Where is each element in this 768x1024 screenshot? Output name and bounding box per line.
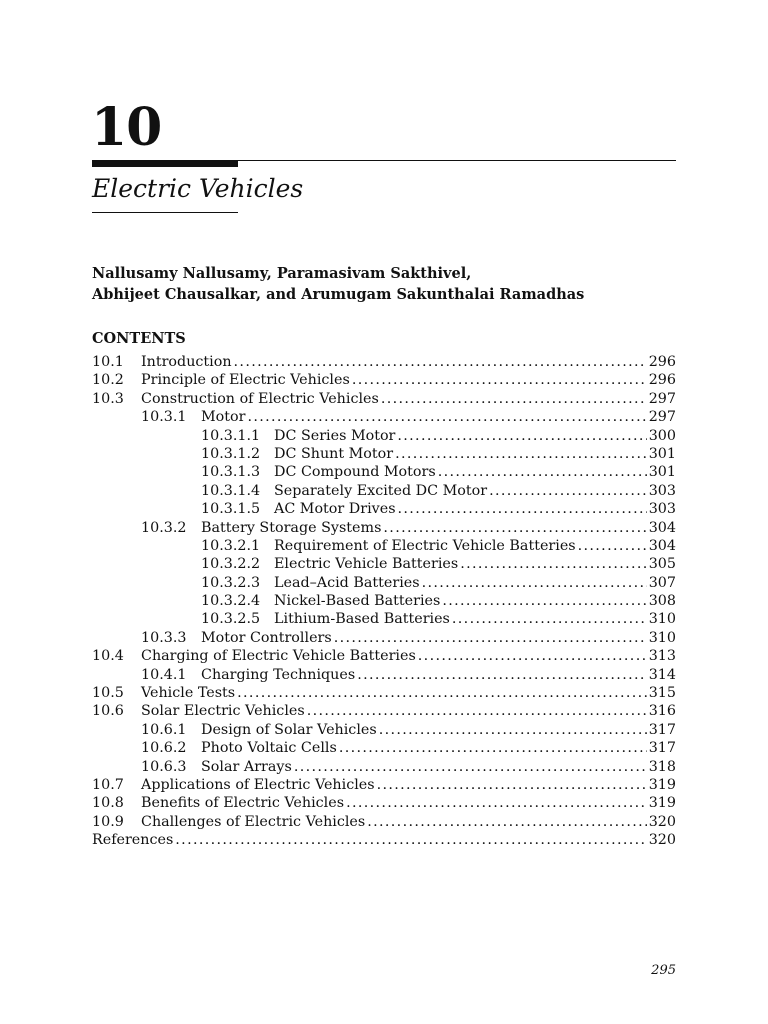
- header-rule-thick: [92, 160, 238, 167]
- toc-entry-number: 10.8: [92, 795, 124, 812]
- toc-entry-title: Solar Electric Vehicles: [141, 703, 305, 720]
- dot-leader: [418, 647, 647, 665]
- dot-leader: [422, 574, 647, 592]
- dot-leader: [377, 776, 647, 794]
- toc-entry-body: [141, 353, 676, 371]
- dot-leader: [395, 445, 647, 463]
- toc-entry-number: 10.7: [92, 776, 124, 793]
- toc-entry-title: Challenges of Electric Vehicles: [141, 813, 366, 830]
- dot-leader: [294, 758, 647, 776]
- toc-entry-body: [201, 519, 676, 537]
- toc-entry-title: Motor Controllers: [201, 629, 332, 646]
- toc-entry-title: Motor: [201, 409, 246, 426]
- dot-leader: [578, 537, 647, 555]
- toc-entry[interactable]: [92, 592, 676, 610]
- toc-entry-title: Battery Storage Systems: [201, 519, 382, 536]
- toc-entry-number: 10.6.3: [141, 758, 187, 775]
- toc-entry-body: [274, 427, 676, 445]
- toc-entry-page: 315: [648, 685, 676, 702]
- toc-entry[interactable]: [92, 537, 676, 555]
- toc-entry-body: [274, 500, 676, 518]
- toc-entry-page: 316: [648, 703, 676, 720]
- dot-leader: [346, 794, 647, 812]
- toc-entry-title: Requirement of Electric Vehicle Batteries: [274, 537, 576, 554]
- chapter-title: Electric Vehicles: [92, 174, 304, 203]
- toc-entry-number: 10.3.2.2: [201, 556, 261, 573]
- toc-entry-number: 10.3.1.1: [201, 427, 261, 444]
- toc-entry-number: 10.3.2.4: [201, 593, 261, 610]
- toc-entry[interactable]: [92, 610, 676, 628]
- dot-leader: [398, 500, 647, 518]
- toc-entry-page: 314: [648, 666, 676, 683]
- dot-leader: [381, 390, 647, 408]
- toc-entry-title: DC Series Motor: [274, 427, 396, 444]
- dot-leader: [452, 610, 647, 628]
- toc-entry-number: 10.4.1: [141, 666, 187, 683]
- dot-leader: [339, 739, 647, 757]
- toc-entry-page: 305: [648, 556, 676, 573]
- toc-entry-page: 310: [648, 629, 676, 646]
- dot-leader: [237, 684, 647, 702]
- toc-entry-body: [274, 445, 676, 463]
- toc-entry-number: 10.3.3: [141, 629, 187, 646]
- toc-entry-title: Lithium-Based Batteries: [274, 611, 450, 628]
- toc-entry-body: [274, 610, 676, 628]
- toc-entry-number: 10.9: [92, 813, 124, 830]
- toc-entry[interactable]: [92, 776, 676, 794]
- author-line: Abhijeet Chausalkar, and Arumugam Sakunthalai Ramadhas: [92, 286, 585, 303]
- toc-entry-title: Design of Solar Vehicles: [201, 721, 377, 738]
- dot-leader: [357, 666, 647, 684]
- toc-entry-body: [141, 371, 676, 389]
- toc-entry-number: 10.5: [92, 685, 124, 702]
- toc-entry-body: [201, 758, 676, 776]
- table-of-contents: [92, 353, 676, 850]
- toc-entry-title: Principle of Electric Vehicles: [141, 372, 350, 389]
- dot-leader: [383, 519, 646, 537]
- toc-entry-title: Lead–Acid Batteries: [274, 574, 420, 591]
- toc-entry-title: Benefits of Electric Vehicles: [141, 795, 345, 812]
- dot-leader: [438, 463, 647, 481]
- toc-entry-number: 10.3: [92, 390, 124, 407]
- toc-entry-title: References: [92, 832, 174, 849]
- toc-entry-page: 317: [648, 740, 676, 757]
- toc-entry[interactable]: [92, 666, 676, 684]
- toc-entry-body: [141, 813, 676, 831]
- toc-entry-title: Photo Voltaic Cells: [201, 740, 337, 757]
- toc-entry[interactable]: [92, 371, 676, 389]
- toc-entry-number: 10.3.1.3: [201, 464, 261, 481]
- toc-entry[interactable]: [92, 519, 676, 537]
- dot-leader: [379, 721, 647, 739]
- toc-entry-page: 303: [648, 501, 676, 518]
- dot-leader: [460, 555, 646, 573]
- toc-entry[interactable]: [92, 555, 676, 573]
- toc-entry-title: Separately Excited DC Motor: [274, 482, 488, 499]
- toc-entry-page: 320: [648, 832, 676, 849]
- toc-entry-number: 10.3.2.3: [201, 574, 261, 591]
- toc-entry-page: 319: [648, 795, 676, 812]
- toc-entry-page: 310: [648, 611, 676, 628]
- toc-entry[interactable]: [92, 463, 676, 481]
- toc-entry[interactable]: [92, 353, 676, 371]
- toc-entry-title: DC Compound Motors: [274, 464, 436, 481]
- contents-heading: CONTENTS: [92, 330, 186, 347]
- toc-entry-body: [201, 739, 676, 757]
- toc-entry-body: [141, 684, 676, 702]
- toc-entry-body: [274, 592, 676, 610]
- toc-entry-body: [141, 390, 676, 408]
- toc-entry[interactable]: [92, 629, 676, 647]
- toc-entry-title: DC Shunt Motor: [274, 445, 394, 462]
- toc-entry-body: [141, 647, 676, 665]
- toc-entry-number: 10.6.2: [141, 740, 187, 757]
- toc-entry-body: [274, 537, 676, 555]
- toc-entry-number: 10.3.1.5: [201, 501, 261, 518]
- toc-entry-page: 296: [648, 354, 676, 370]
- page-number: 295: [651, 963, 676, 978]
- toc-entry-number: 10.3.1.4: [201, 482, 261, 499]
- toc-entry[interactable]: [92, 758, 676, 776]
- toc-entry[interactable]: [92, 721, 676, 739]
- toc-entry-page: 303: [648, 482, 676, 499]
- toc-entry[interactable]: [92, 684, 676, 702]
- toc-entry-page: 313: [648, 648, 676, 665]
- toc-entry-title: Charging Techniques: [201, 666, 356, 683]
- toc-entry-page: 304: [648, 537, 676, 554]
- dot-leader: [307, 702, 647, 720]
- toc-entry[interactable]: [92, 739, 676, 757]
- toc-entry-page: 317: [648, 721, 676, 738]
- toc-entry[interactable]: [92, 427, 676, 445]
- toc-entry[interactable]: [92, 813, 676, 831]
- toc-entry[interactable]: [92, 647, 676, 665]
- toc-entry-page: 304: [648, 519, 676, 536]
- dot-leader: [247, 408, 646, 426]
- toc-entry-number: 10.3.2.5: [201, 611, 261, 628]
- toc-entry-body: [201, 629, 676, 647]
- toc-entry-body: [141, 776, 676, 794]
- toc-entry-title: Nickel-Based Batteries: [274, 593, 441, 610]
- toc-entry[interactable]: [92, 831, 676, 849]
- toc-entry-number: 10.3.2.1: [201, 537, 261, 554]
- dot-leader: [367, 813, 646, 831]
- toc-entry-page: 318: [648, 758, 676, 775]
- dot-leader: [489, 482, 647, 500]
- toc-entry-body: [274, 555, 676, 573]
- toc-entry[interactable]: [92, 408, 676, 426]
- toc-entry-page: 319: [648, 776, 676, 793]
- toc-entry-page: 301: [648, 464, 676, 481]
- chapter-number: 10: [91, 97, 162, 158]
- dot-leader: [334, 629, 647, 647]
- toc-entry-title: Construction of Electric Vehicles: [141, 390, 379, 407]
- toc-entry[interactable]: [92, 482, 676, 500]
- toc-entry-page: 297: [648, 390, 676, 407]
- toc-entry-page: 300: [648, 427, 676, 444]
- toc-entry-title: Electric Vehicle Batteries: [274, 556, 459, 573]
- toc-entry-page: 320: [648, 813, 676, 830]
- toc-entry-title: Introduction: [141, 354, 232, 370]
- toc-entry[interactable]: [92, 794, 676, 812]
- toc-entry-body: [274, 463, 676, 481]
- toc-entry-page: 307: [648, 574, 676, 591]
- toc-entry-title: Applications of Electric Vehicles: [141, 776, 375, 793]
- toc-entry[interactable]: [92, 574, 676, 592]
- title-rule: [92, 212, 238, 213]
- toc-entry-title: Charging of Electric Vehicle Batteries: [141, 648, 416, 665]
- toc-entry-body: [274, 482, 676, 500]
- toc-entry-number: 10.2: [92, 372, 124, 389]
- toc-entry-page: 301: [648, 445, 676, 462]
- toc-entry-body: [201, 721, 676, 739]
- author-list: [92, 263, 692, 305]
- dot-leader: [234, 353, 647, 371]
- toc-entry-title: Vehicle Tests: [141, 685, 236, 702]
- toc-entry-body: [201, 408, 676, 426]
- dot-leader: [442, 592, 646, 610]
- toc-entry-number: 10.6: [92, 703, 124, 720]
- toc-entry-number: 10.3.2: [141, 519, 187, 536]
- toc-entry[interactable]: [92, 390, 676, 408]
- dot-leader: [397, 427, 646, 445]
- toc-entry-page: 296: [648, 372, 676, 389]
- toc-entry-number: 10.6.1: [141, 721, 187, 738]
- toc-entry-number: 10.3.1.2: [201, 445, 261, 462]
- toc-entry-page: 308: [648, 593, 676, 610]
- toc-entry-body: [141, 702, 676, 720]
- author-line: Nallusamy Nallusamy, Paramasivam Sakthivel,: [92, 265, 472, 282]
- toc-entry[interactable]: [92, 445, 676, 463]
- dot-leader: [175, 831, 646, 849]
- dot-leader: [352, 371, 647, 389]
- toc-entry[interactable]: [92, 702, 676, 720]
- toc-entry-body: [141, 794, 676, 812]
- toc-entry-body: [92, 831, 676, 849]
- toc-entry-title: Solar Arrays: [201, 758, 292, 775]
- toc-entry-number: 10.4: [92, 648, 124, 665]
- toc-entry-number: 10.3.1: [141, 409, 187, 426]
- toc-entry-number: 10.1: [92, 354, 124, 370]
- toc-entry[interactable]: [92, 500, 676, 518]
- toc-entry-body: [274, 574, 676, 592]
- toc-entry-title: AC Motor Drives: [274, 501, 396, 518]
- toc-entry-body: [201, 666, 676, 684]
- toc-entry-page: 297: [648, 409, 676, 426]
